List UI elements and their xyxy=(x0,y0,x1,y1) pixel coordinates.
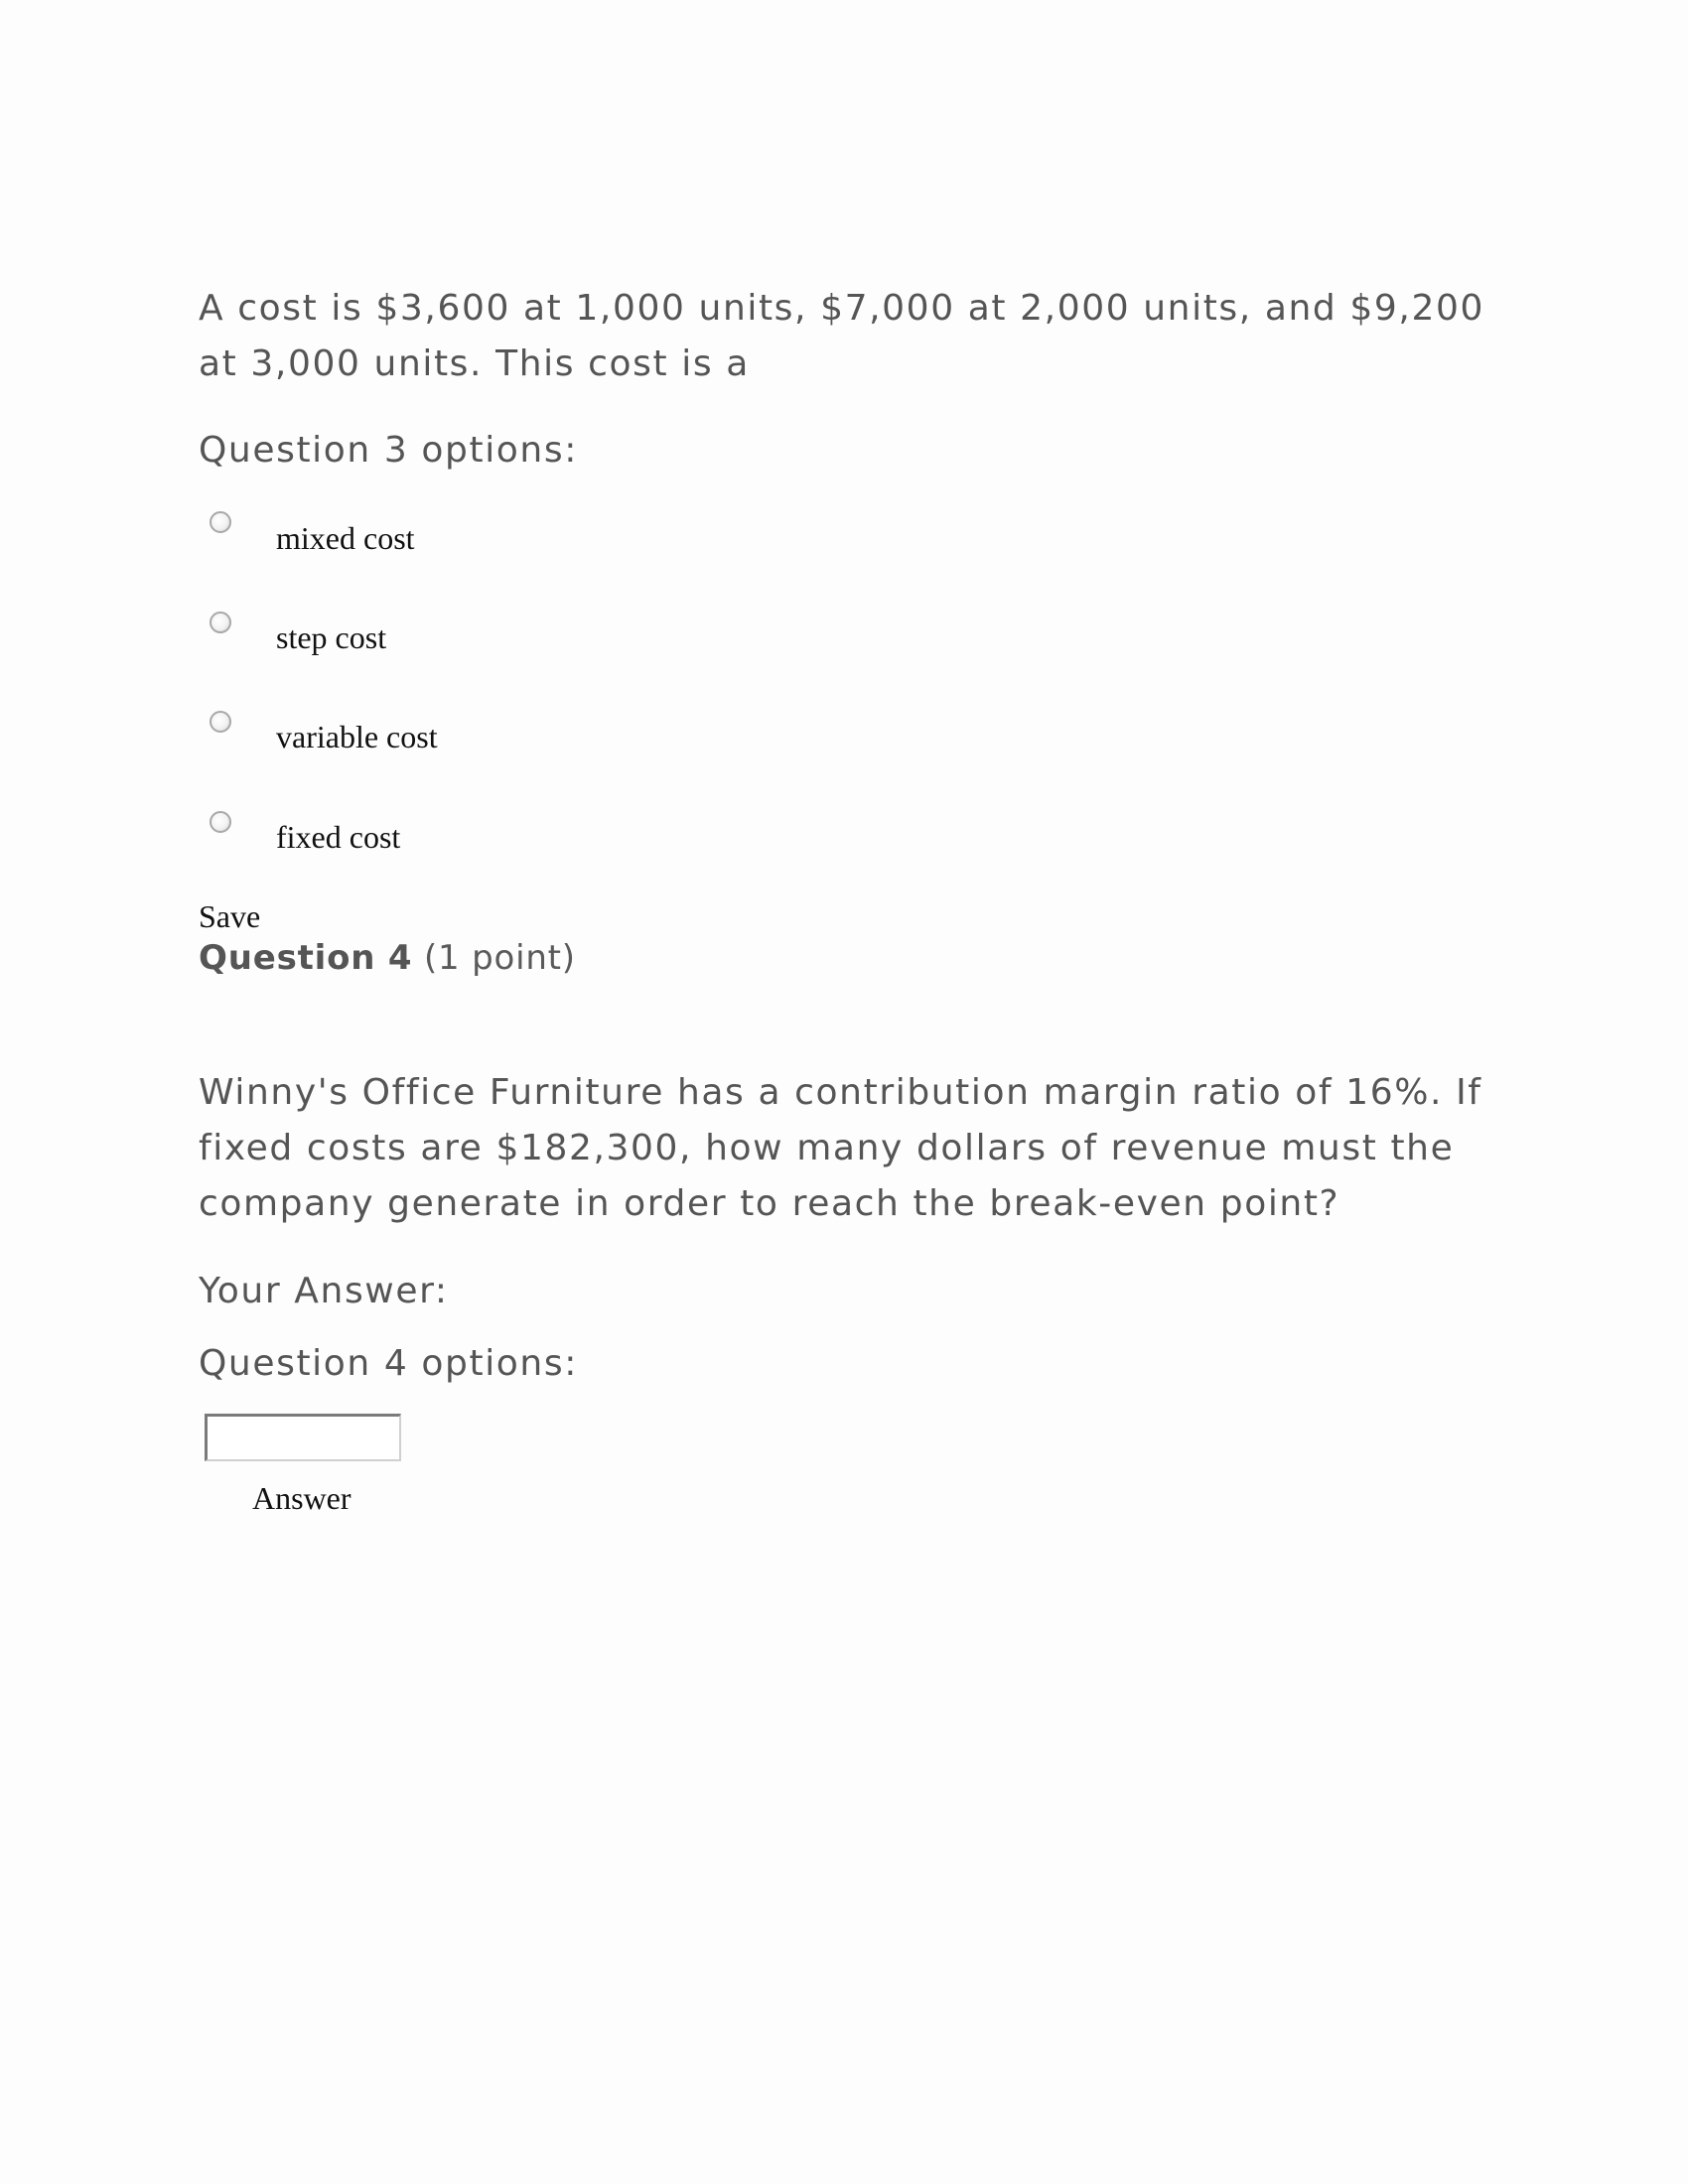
radio-option-mixed-cost[interactable] xyxy=(210,511,231,533)
question-4-options-heading: Question 4 options: xyxy=(199,1343,578,1384)
radio-option-fixed-cost[interactable] xyxy=(210,811,231,833)
radio-option-step-cost[interactable] xyxy=(210,612,231,633)
option-label-step-cost[interactable]: step cost xyxy=(276,619,387,655)
question-3-options-heading: Question 3 options: xyxy=(199,430,578,471)
question-3-text: A cost is $3,600 at 1,000 units, $7,000 at 2,000 units, and $9,200 at 3,000 units. This cost is a xyxy=(199,288,1484,384)
option-label-mixed-cost[interactable]: mixed cost xyxy=(276,520,415,556)
question-4-header xyxy=(199,937,576,979)
your-answer-label: Your Answer: xyxy=(199,1271,449,1311)
question-4-text: Winny's Office Furniture has a contribution margin ratio of 16%. If fixed costs are $182,300, how many dollars of revenue must the company generate in order to reach the break-even point? xyxy=(199,1072,1482,1224)
save-button[interactable]: Save xyxy=(199,898,261,934)
answer-input-label: Answer xyxy=(252,1480,352,1516)
question-4-points: (1 point) xyxy=(423,938,576,978)
option-label-fixed-cost[interactable]: fixed cost xyxy=(276,819,401,855)
answer-input[interactable] xyxy=(205,1414,401,1461)
radio-option-variable-cost[interactable] xyxy=(210,711,231,733)
question-4-title: Question 4 xyxy=(199,938,413,978)
option-label-variable-cost[interactable]: variable cost xyxy=(276,719,438,754)
